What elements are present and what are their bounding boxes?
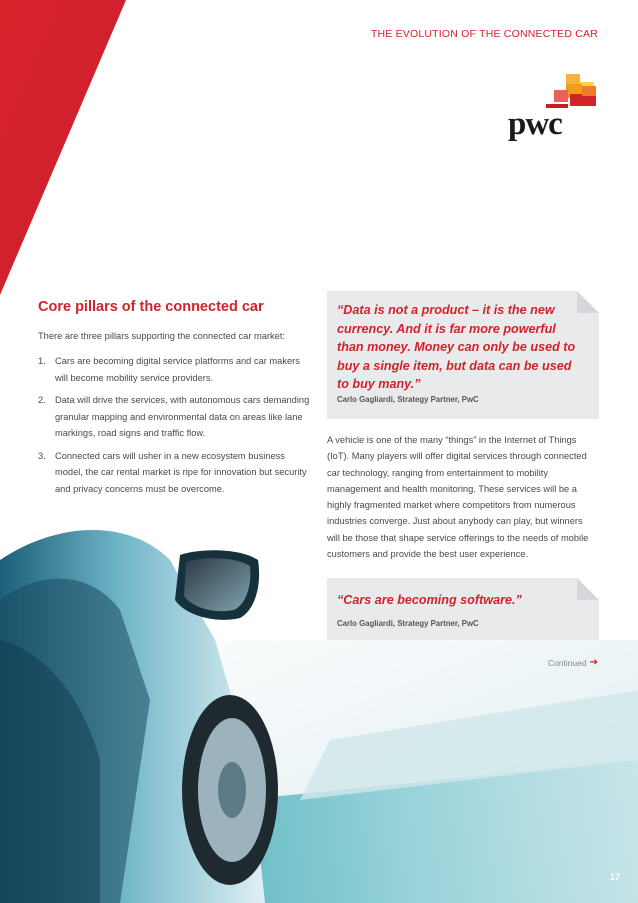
continued-link[interactable]	[548, 657, 598, 668]
section-heading: Core pillars of the connected car	[38, 299, 264, 315]
quote-box	[327, 291, 599, 419]
pwc-logo	[500, 74, 600, 149]
logo-wordmark: pwc	[508, 106, 562, 142]
red-diagonal-band	[0, 0, 130, 300]
logo-color-blocks	[546, 74, 600, 110]
quote-attribution: Carlo Gagliardi, Strategy Partner, PwC	[337, 619, 479, 628]
document-header-title: THE EVOLUTION OF THE CONNECTED CAR	[370, 28, 598, 40]
continued-label: Continued	[547, 657, 587, 668]
list-item-text: Data will drive the services, with autonomous cars demanding granular mapping and environmental data on areas like lane markings, road signs and traffic flow.	[55, 395, 310, 438]
list-item	[38, 392, 313, 442]
pull-quote: “Data is not a product – it is the new currency. And it is far more powerful than money. Money can only be used to buy a single item, but data can be used to buy many.”	[337, 303, 576, 391]
list-number: 1.	[38, 356, 46, 366]
pillars-list	[38, 353, 313, 497]
folded-corner	[577, 578, 599, 600]
arrow-right-icon: ➔	[589, 657, 598, 668]
car-photo	[0, 490, 638, 903]
list-item-text: Cars are becoming digital service platforms and car makers will become mobility service providers.	[55, 356, 300, 383]
list-number: 2.	[38, 395, 46, 405]
list-item-text: Connected cars will usher in a new ecosystem business model, the car rental market is ripe for innovation but security and privacy concerns must be overcome.	[55, 450, 307, 494]
list-number: 3.	[38, 450, 46, 461]
core-pillars-section	[38, 299, 313, 503]
list-item	[38, 353, 313, 386]
intro-text: There are three pillars supporting the connected car market:	[38, 331, 286, 341]
page-number: 17	[609, 872, 620, 882]
quote-attribution: Carlo Gagliardi, Strategy Partner, PwC	[337, 395, 479, 404]
body-paragraph: A vehicle is one of the many “things” in the Internet of Things (IoT). Many players will offer digital services through connected car technology, ranging from entertainment to mobility management and health monitoring. These services will be a highly fragmented market where competitors from numerous industries converge. Just about anybody can play, but winners will be those that shape service offerings to the needs of mobile customers and provide the best user experience.	[327, 435, 589, 560]
quote-box	[327, 578, 599, 640]
pull-quote: “Cars are becoming software.”	[337, 593, 522, 607]
